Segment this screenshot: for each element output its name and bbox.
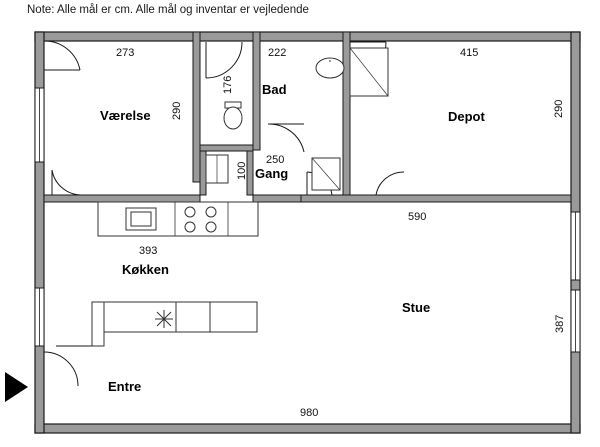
dimension-label-393: 393	[139, 245, 158, 257]
dimension-label-222: 222	[268, 47, 287, 59]
bath-fixtures	[206, 48, 388, 190]
kitchen-fixtures	[98, 202, 258, 236]
dimension-label-250: 250	[266, 154, 285, 166]
dimension-label-590: 590	[408, 211, 427, 223]
dimension-label-176: 176	[222, 75, 234, 94]
dimension-label-980: 980	[300, 407, 319, 419]
dimension-label-290-left: 290	[171, 101, 183, 120]
dimension-label-387: 387	[554, 314, 566, 333]
plan-note: Note: Alle mål er cm. Alle mål og inventar er vejledende	[27, 4, 309, 16]
room-label-gang: Gang	[255, 166, 289, 181]
room-label-vaerelse: Værelse	[100, 108, 151, 123]
entry-arrow-icon	[5, 372, 28, 402]
dimension-label-273: 273	[116, 47, 135, 59]
living-room-furniture	[92, 302, 257, 346]
room-label-entre: Entre	[108, 379, 142, 394]
dimension-label-100: 100	[236, 161, 248, 180]
room-label-depot: Depot	[448, 109, 485, 124]
dimension-label-415: 415	[460, 47, 479, 59]
dimension-label-290-right: 290	[553, 99, 565, 118]
room-label-kokken: Køkken	[122, 262, 169, 277]
room-label-stue: Stue	[402, 300, 431, 315]
room-label-bad: Bad	[262, 82, 287, 97]
